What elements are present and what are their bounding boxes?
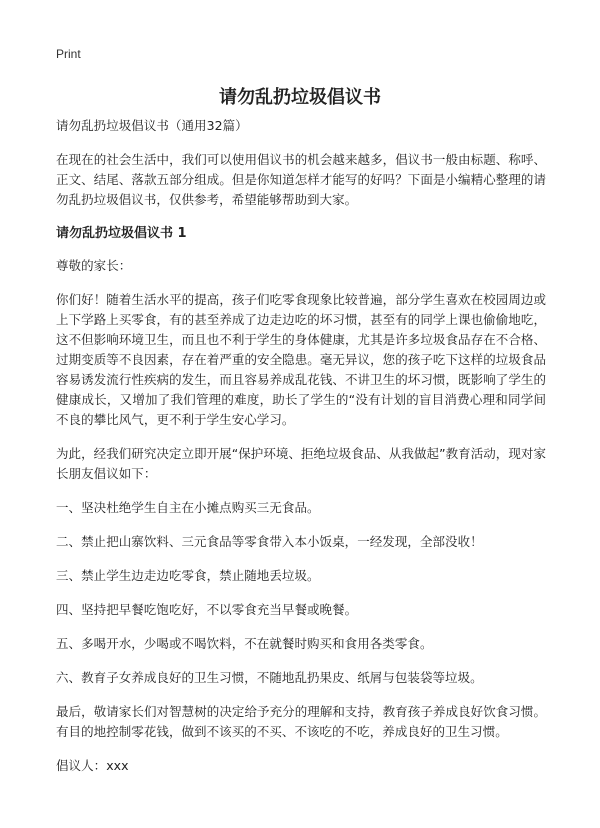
intro-paragraph: 在现在的社会生活中，我们可以使用倡议书的机会越来越多，倡议书一般由标题、称呼、正文、结尾、落款五部分组成。但是你知道怎样才能写的好吗？下面是小编精心整理的请勿乱扔垃圾倡议书，仅供参考，希望能够帮助到大家。: [56, 152, 546, 207]
closing-paragraph: 最后，敬请家长们对智慧树的决定给予充分的理解和支持，教育孩子养成良好饮食习惯。有目的地控制零花钱，做到不该买的不买、不该吃的不吃，养成良好的卫生习惯。: [56, 704, 546, 739]
proposal-item: 三、禁止学生边走边吃零食，禁止随地丢垃圾。: [56, 568, 320, 583]
section-heading: 请勿乱扔垃圾倡议书 1: [56, 226, 187, 241]
page-title: 请勿乱扔垃圾倡议书: [219, 87, 381, 108]
proposal-item: 二、禁止把山寨饮料、三元食品等零食带入本小饭桌，一经发现，全部没收！: [56, 534, 483, 549]
body-paragraph-2: 为此，经我们研究决定立即开展“保护环境、拒绝垃圾食品、从我做起”教育活动，现对家长朋友倡议如下：: [56, 446, 546, 481]
document-body: [56, 116, 546, 790]
document-subtitle: 请勿乱扔垃圾倡议书（通用32篇）: [56, 118, 248, 133]
print-link[interactable]: Print: [56, 47, 81, 61]
salutation: 尊敬的家长：: [56, 258, 132, 273]
body-paragraph-1: 你们好！随着生活水平的提高，孩子们吃零食现象比较普遍，部分学生喜欢在校园周边或上下学路上买零食，有的甚至养成了边走边吃的坏习惯，甚至有的同学上课也偷偷地吃，这不但影响环境卫生，而且也不利于学生的身体健康，尤其是许多垃圾食品存在不合格、过期变质等不良因素，存在着严重的安全隐患。毫无异议，您的孩子吃下这样的垃圾食品容易诱发流行性疾病的发生，而且容易养成乱花钱、不讲卫生的坏习惯，既影响了学生的健康成长，又增加了我们管理的难度，助长了学生的“没有计划的盲目消费心理和同学间不良的攀比风气，更不利于学生安心学习。: [56, 292, 546, 427]
signature: 倡议人：xxx: [56, 758, 129, 773]
proposal-item: 六、教育子女养成良好的卫生习惯，不随地乱扔果皮、纸屑与包装袋等垃圾。: [56, 670, 483, 685]
proposal-item: 一、坚决杜绝学生自主在小摊点购买三无食品。: [56, 500, 320, 515]
proposal-item: 五、多喝开水，少喝或不喝饮料，不在就餐时购买和食用各类零食。: [56, 636, 433, 651]
proposal-item: 四、坚持把早餐吃饱吃好，不以零食充当早餐或晚餐。: [56, 602, 358, 617]
